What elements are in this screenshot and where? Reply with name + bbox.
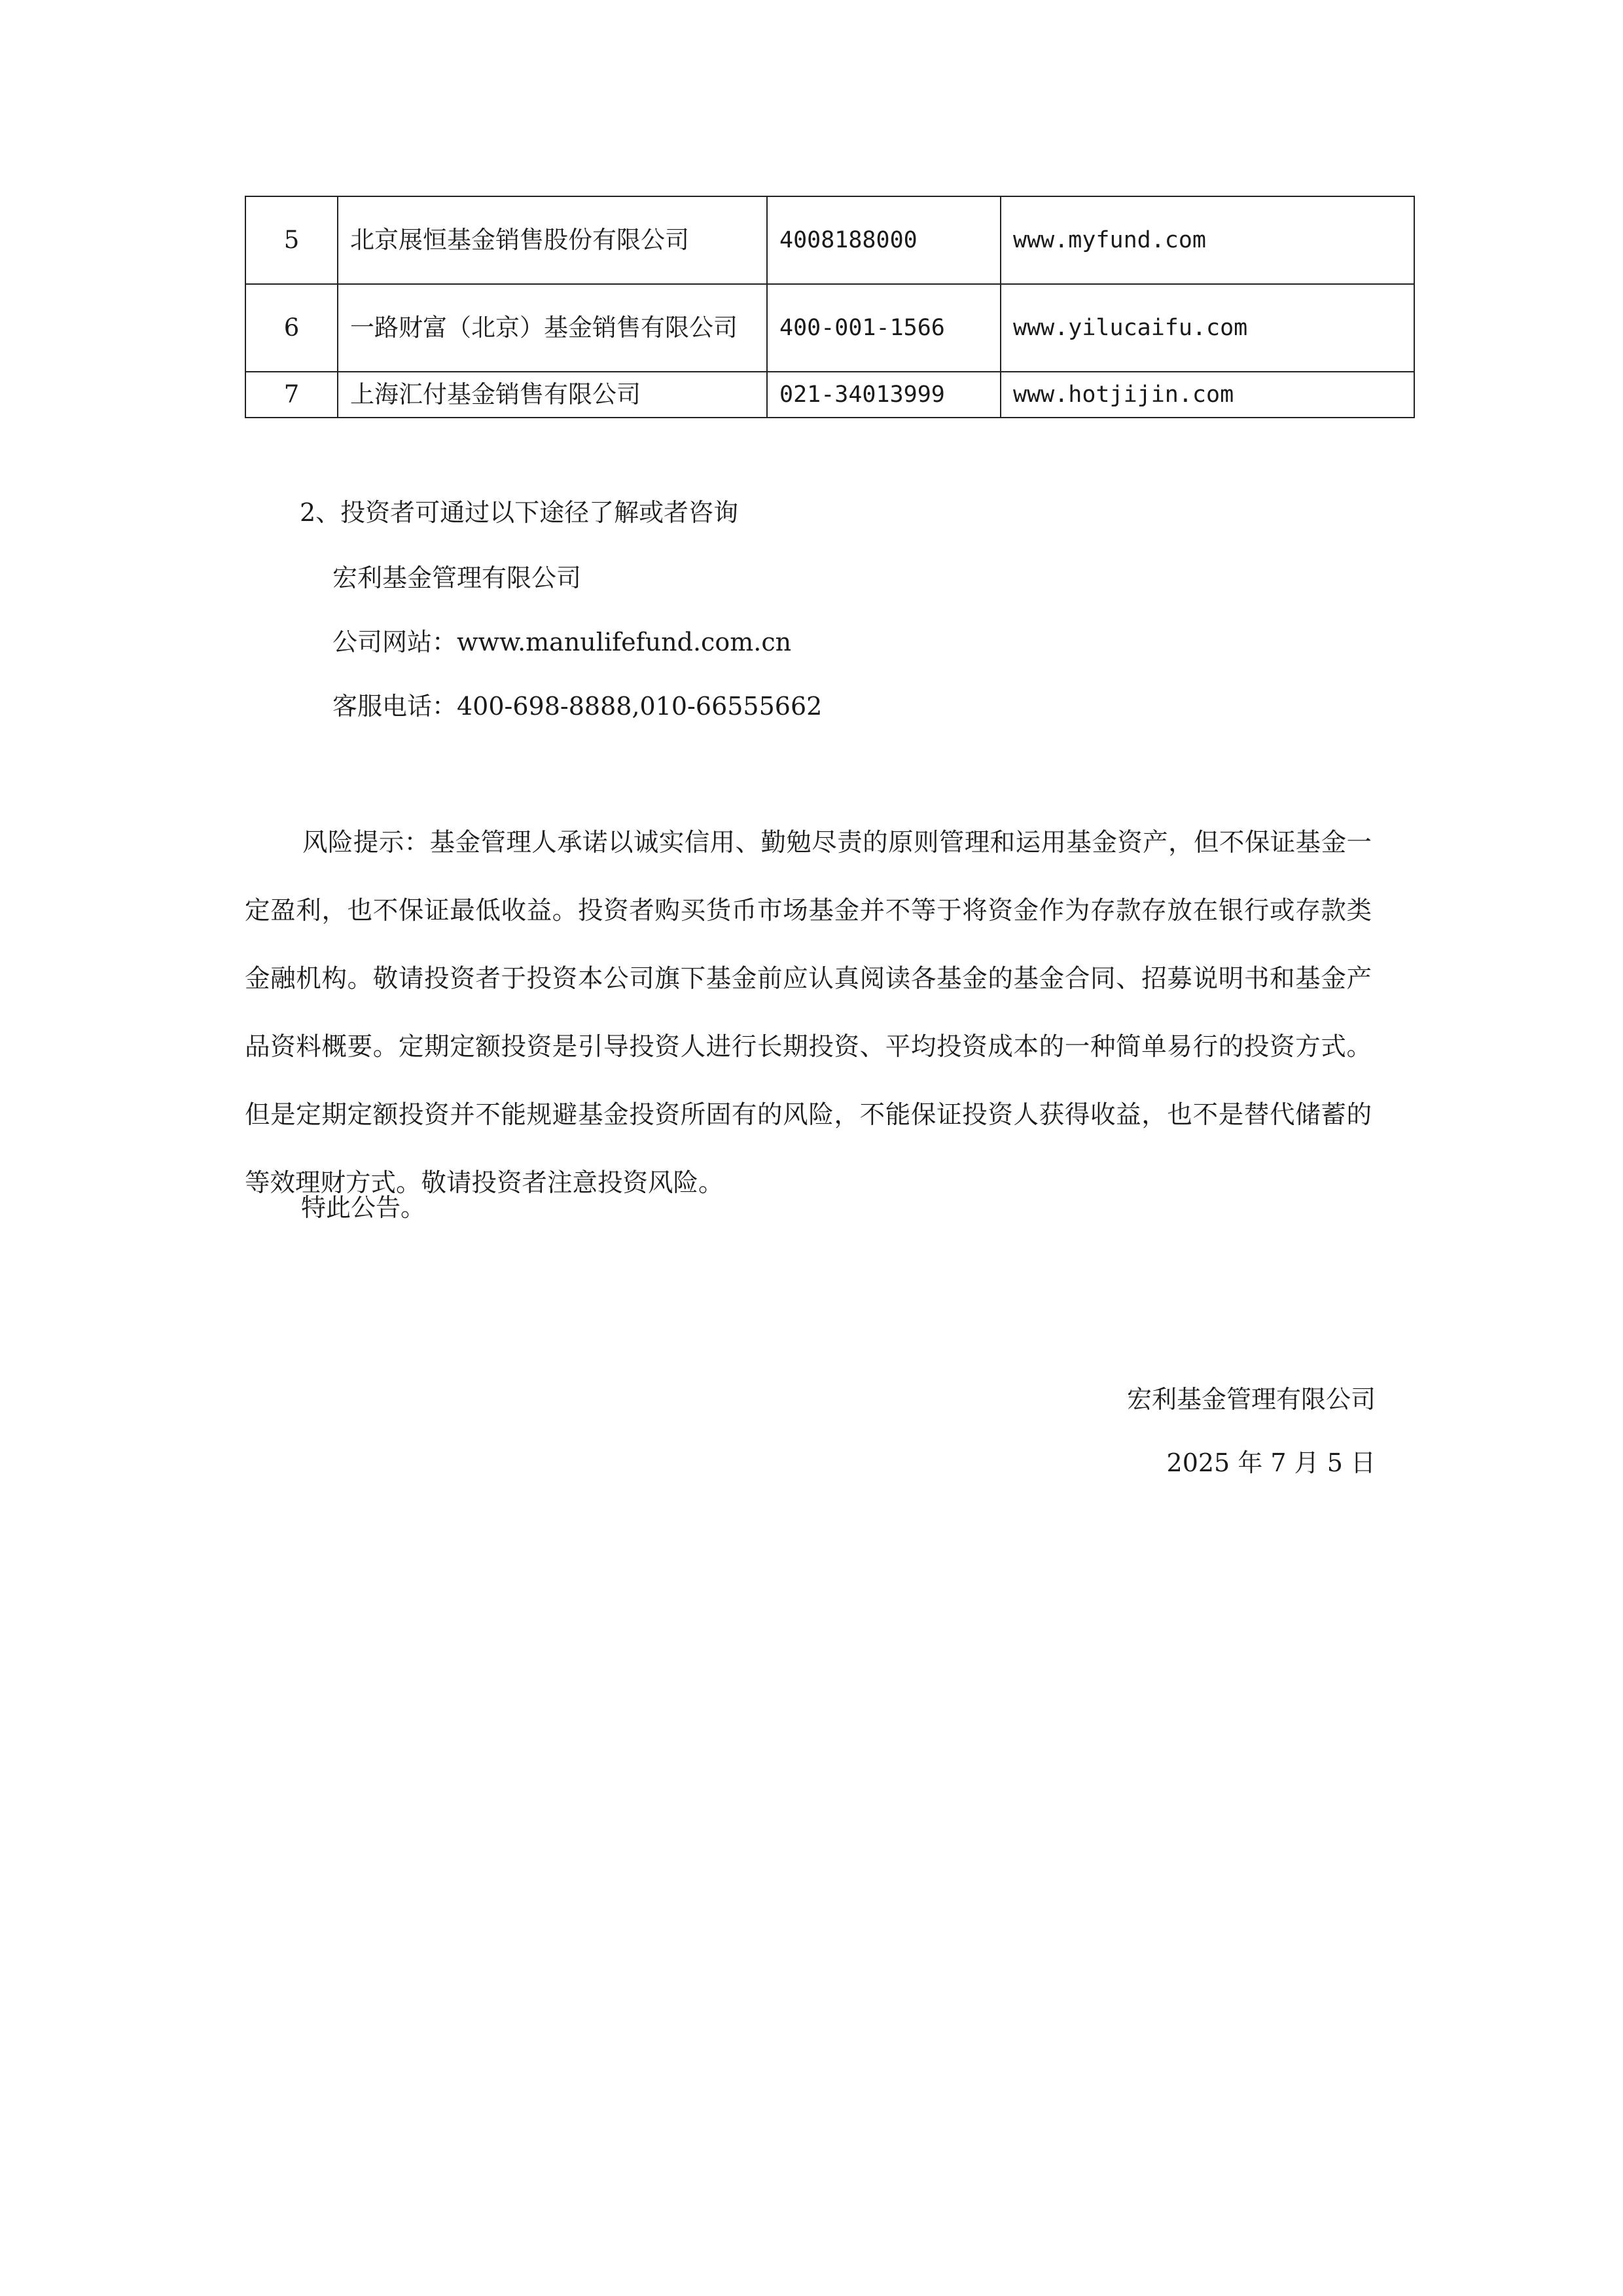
signature-company: 宏利基金管理有限公司 — [1126, 1385, 1376, 1414]
distributor-phone: 021-34013999 — [767, 372, 1001, 418]
table-row — [245, 372, 1414, 418]
row-number: 5 — [245, 196, 338, 284]
distributor-website: www.hotjijin.com — [1001, 372, 1414, 418]
contact-phone: 客服电话：400-698-8888,010-66555662 — [332, 692, 823, 721]
distributor-name: 北京展恒基金销售股份有限公司 — [338, 196, 767, 284]
distributor-table — [245, 196, 1415, 418]
risk-notice: 风险提示：基金管理人承诺以诚实信用、勤勉尽责的原则管理和运用基金资产，但不保证基金一定盈利，也不保证最低收益。投资者购买货币市场基金并不等于将资金作为存款存放在银行或存款类金融机构。敬请投资者于投资本公司旗下基金前应认真阅读各基金的基金合同、招募说明书和基金产品资料概要。定期定额投资是引导投资人进行长期投资、平均投资成本的一种简单易行的投资方式。但是定期定额投资并不能规避基金投资所固有的风险，不能保证投资人获得收益，也不是替代储蓄的等效理财方式。敬请投资者注意投资风险。 — [245, 828, 1372, 1198]
signature-date: 2025 年 7 月 5 日 — [1166, 1448, 1376, 1477]
distributor-phone: 4008188000 — [767, 196, 1001, 284]
distributor-phone: 400-001-1566 — [767, 284, 1001, 372]
row-number: 7 — [245, 372, 338, 418]
closing-statement: 特此公告。 — [301, 1193, 426, 1222]
contact-heading: 2、投资者可通过以下途径了解或者咨询 — [300, 498, 739, 527]
table-row — [245, 196, 1414, 284]
contact-website: 公司网站：www.manulifefund.com.cn — [332, 628, 792, 656]
distributor-name: 上海汇付基金销售有限公司 — [338, 372, 767, 418]
distributor-website: www.yilucaifu.com — [1001, 284, 1414, 372]
distributor-website: www.myfund.com — [1001, 196, 1414, 284]
row-number: 6 — [245, 284, 338, 372]
distributor-name: 一路财富（北京）基金销售有限公司 — [338, 284, 767, 372]
table-row — [245, 284, 1414, 372]
contact-company: 宏利基金管理有限公司 — [332, 564, 582, 592]
